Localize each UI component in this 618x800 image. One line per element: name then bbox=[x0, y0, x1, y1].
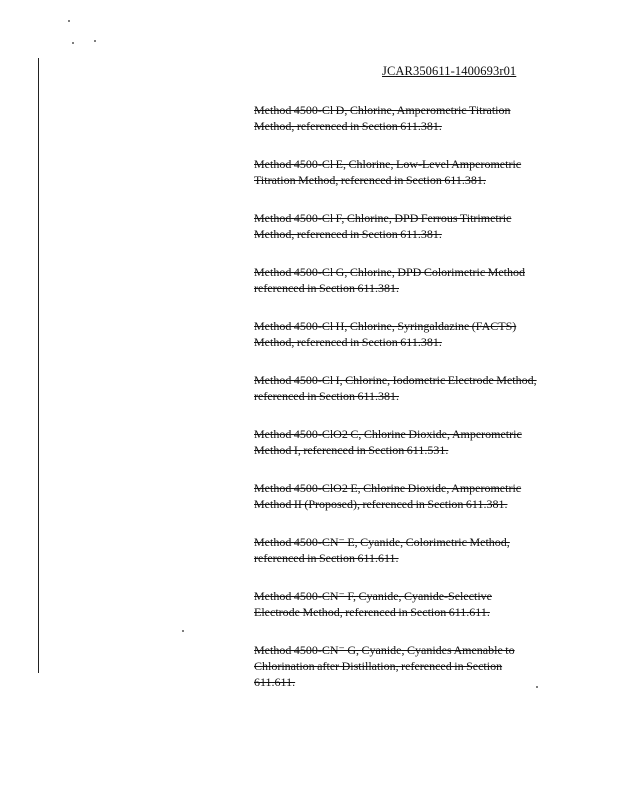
scan-speck bbox=[94, 40, 96, 42]
method-entry: Method 4500-Cl E, Chlorine, Low-Level Amperometric Titration Method, referenced in Section 611.381. bbox=[254, 157, 522, 187]
scan-speck bbox=[68, 20, 70, 22]
scan-speck bbox=[72, 42, 74, 44]
method-entry: Method 4500-Cl F, Chlorine, DPD Ferrous Titrimetric Method, referenced in Section 611.381. bbox=[254, 211, 512, 241]
method-entry: Method 4500-CN⁻ F, Cyanide, Cyanide-Selective Electrode Method, referenced in Section 611.611. bbox=[254, 589, 492, 619]
method-entry: Method 4500-CN⁻ G, Cyanide, Cyanides Amenable to Chlorination after Distillation, referenced in Section 611.611. bbox=[254, 643, 515, 689]
scan-speck bbox=[182, 630, 184, 632]
method-entry: Method 4500-ClO2 E, Chlorine Dioxide, Amperometric Method II (Proposed), referenced in Section 611.381. bbox=[254, 481, 522, 511]
method-entry: Method 4500-Cl H, Chlorine, Syringaldazine (FACTS) Method, referenced in Section 611.381. bbox=[254, 319, 517, 349]
method-entry: Method 4500-Cl I, Chlorine, Iodometric Electrode Method, referenced in Section 611.381. bbox=[254, 373, 537, 403]
margin-rule bbox=[38, 58, 39, 673]
method-entry: Method 4500-CN⁻ E, Cyanide, Colorimetric Method, referenced in Section 611.611. bbox=[254, 535, 510, 565]
document-id: JCAR350611-1400693r01 bbox=[382, 64, 517, 78]
method-entry: Method 4500-Cl D, Chlorine, Amperometric Titration Method, referenced in Section 611.381. bbox=[254, 103, 511, 133]
method-entry: Method 4500-Cl G, Chlorine, DPD Colorimetric Method referenced in Section 611.381. bbox=[254, 265, 525, 295]
method-list bbox=[254, 102, 539, 712]
method-entry: Method 4500-ClO2 C, Chlorine Dioxide, Amperometric Method I, referenced in Section 611.531. bbox=[254, 427, 522, 457]
